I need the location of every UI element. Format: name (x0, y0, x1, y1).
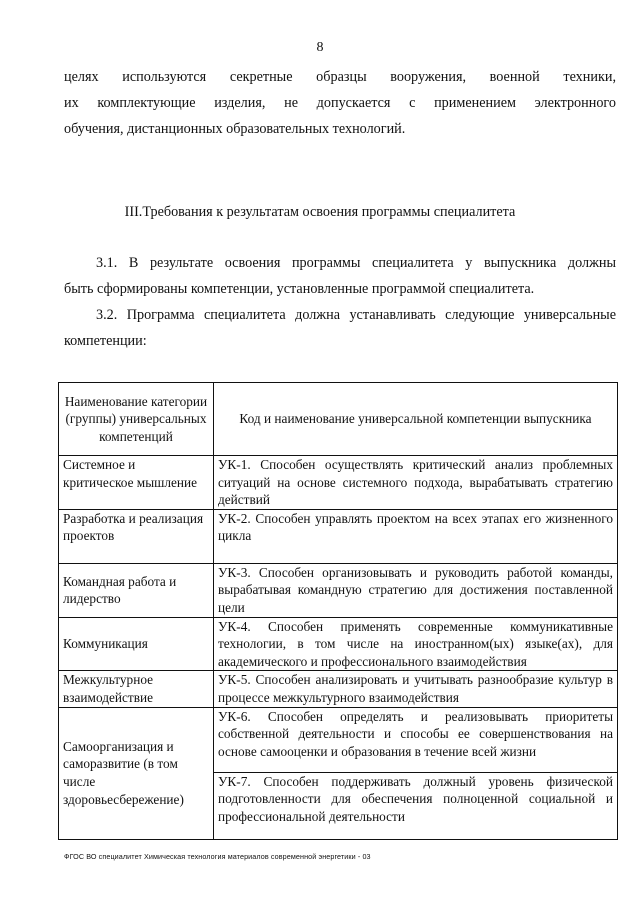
intro-line-1: целях используются секретные образцы вооружения, военной техники, (64, 69, 616, 85)
intro-paragraph (64, 64, 616, 142)
competence-cell: УК-1. Способен осуществлять критический анализ проблемных ситуаций на основе системного подхода, вырабатывать стратегию действий (214, 456, 618, 510)
table-header-row (59, 383, 618, 456)
p31-line-2: быть сформированы компетенции, установленные программой специалитета. (64, 281, 535, 297)
paragraph-3-2 (64, 302, 616, 354)
table-row (59, 707, 618, 772)
p31-line-1: 3.1. В результате освоения программы специалитета у выпускника должны (96, 255, 616, 271)
competence-cell: УК-4. Способен применять современные коммуникативные технологии, в том числе на иностранном(ых) языке(ах), для академического и профессионального взаимодействия (214, 617, 618, 671)
competence-cell: УК-6. Способен определять и реализовывать приоритеты собственной деятельности и способы ее совершенствования на основе самооценки и образования в течение всей жизни (214, 707, 618, 772)
page-number: 8 (316, 40, 324, 55)
category-cell: Командная работа и лидерство (59, 563, 214, 617)
header-competence: Код и наименование универсальной компетенции выпускника (214, 383, 618, 456)
table-row (59, 617, 618, 671)
category-cell: Коммуникация (59, 617, 214, 671)
table-row (59, 563, 618, 617)
p32-line-1: 3.2. Программа специалитета должна устанавливать следующие универсальные (96, 307, 616, 323)
intro-line-2: их комплектующие изделия, не допускается с применением электронного (64, 95, 616, 111)
category-cell: Самоорганизация и саморазвитие (в том числе здоровьесбережение) (59, 707, 214, 839)
competence-cell: УК-2. Способен управлять проектом на всех этапах его жизненного цикла (214, 509, 618, 563)
page-footer: ФГОС ВО специалитет Химическая технология материалов современной энергетики - 03 (64, 852, 371, 861)
intro-line-3: обучения, дистанционных образовательных технологий. (64, 121, 406, 137)
category-cell: Межкультурное взаимодействие (59, 671, 214, 707)
competences-table (58, 382, 618, 840)
p32-line-2: компетенции: (64, 333, 147, 349)
table-row (59, 671, 618, 707)
competence-cell: УК-5. Способен анализировать и учитывать разнообразие культур в процессе межкультурного взаимодействия (214, 671, 618, 707)
table-row (59, 509, 618, 563)
category-cell: Разработка и реализация проектов (59, 509, 214, 563)
section-heading: III.Требования к результатам освоения программы специалитета (124, 204, 516, 220)
header-category: Наименование категории (группы) универсальных компетенций (59, 383, 214, 456)
table-row (59, 456, 618, 510)
category-cell: Системное и критическое мышление (59, 456, 214, 510)
paragraph-3-1 (64, 250, 616, 302)
competence-cell: УК-3. Способен организовывать и руководить работой команды, вырабатывая командную стратегию для достижения поставленной цели (214, 563, 618, 617)
competence-cell: УК-7. Способен поддерживать должный уровень физической подготовленности для обеспечения полноценной социальной и профессиональной деятельности (214, 772, 618, 839)
